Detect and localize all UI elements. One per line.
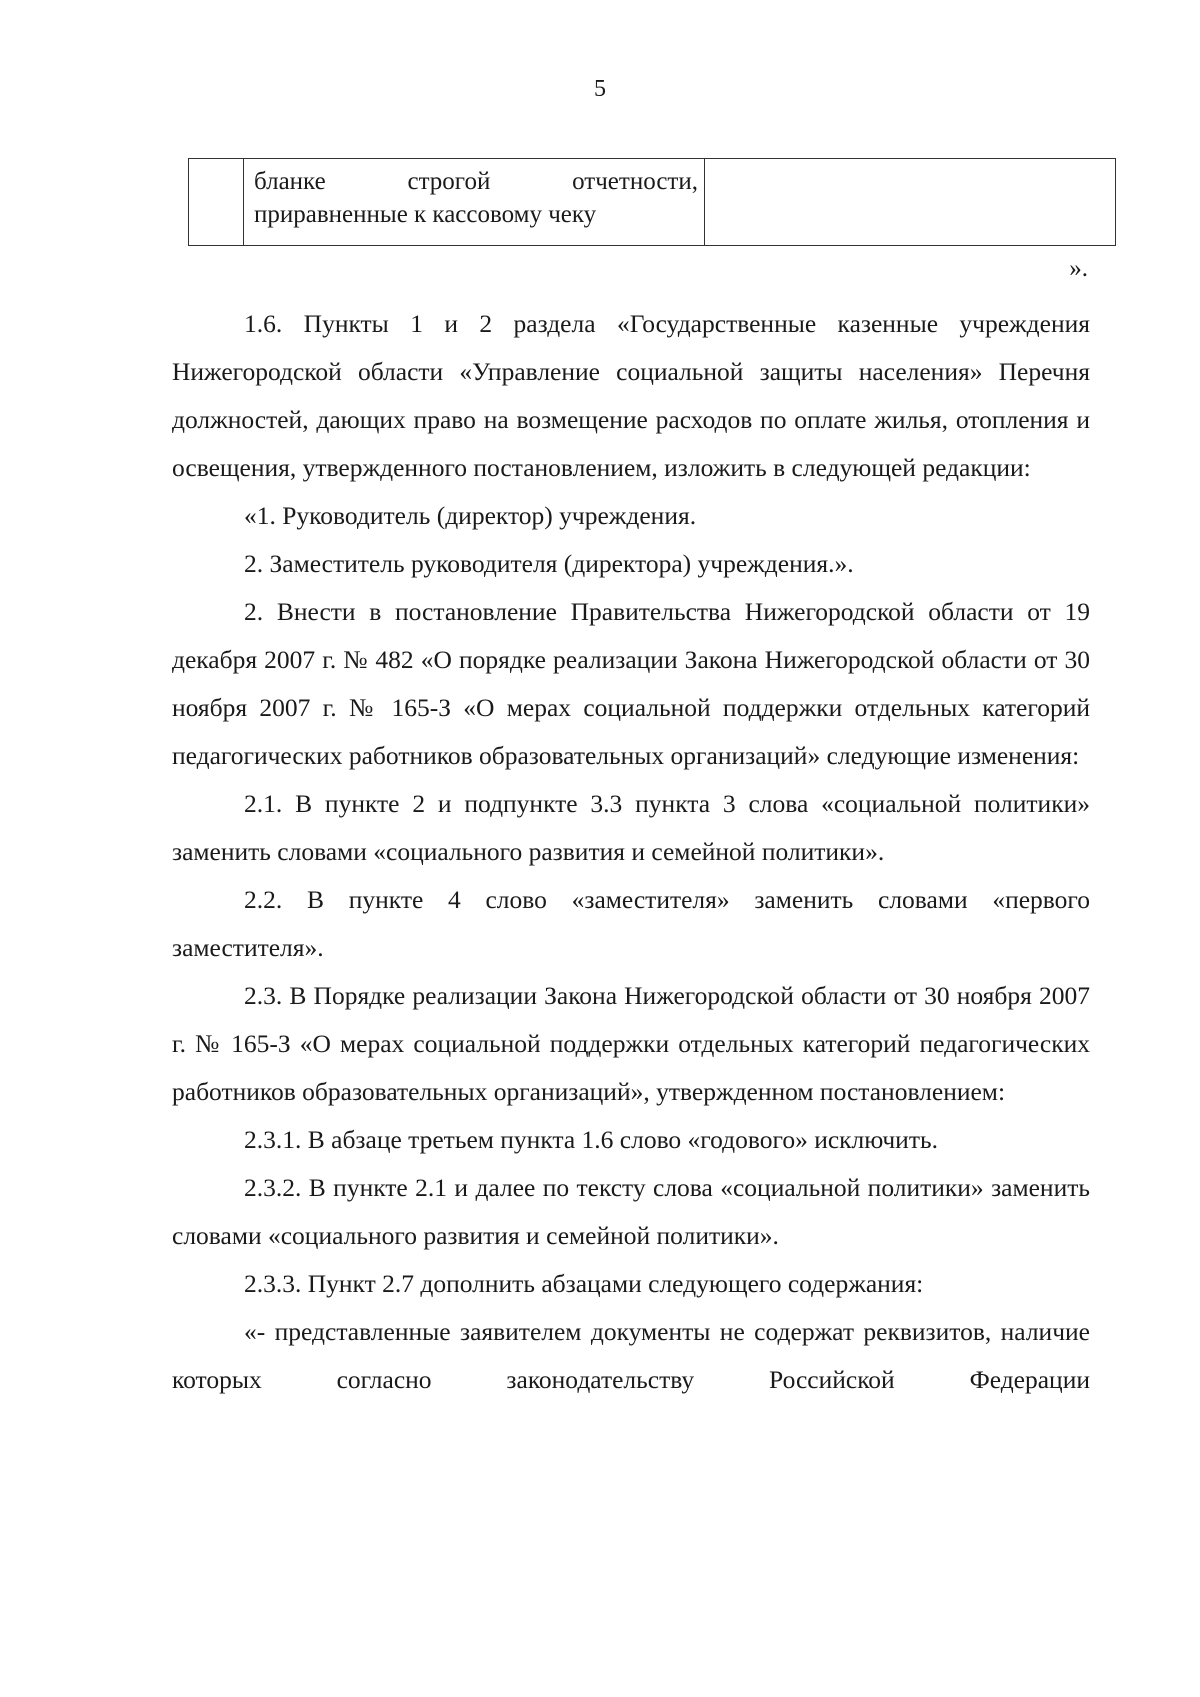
document-body xyxy=(172,300,1090,1404)
table-cell-word: строгой xyxy=(407,168,491,195)
page-number: 5 xyxy=(594,76,606,102)
table-cell-line: приравненные к кассовому чеку xyxy=(254,201,597,228)
paragraph-2-3-1: 2.3.1. В абзаце третьем пункта 1.6 слово «годового» исключить. xyxy=(244,1125,938,1154)
table-row xyxy=(189,159,1116,246)
table-cell-empty xyxy=(705,159,1116,246)
table-cell-description xyxy=(244,159,705,246)
paragraph-1-6: 1.6. Пункты 1 и 2 раздела «Государственные казенные учреждения Нижегородской области «Управление социальной защиты населения» Перечня должностей, дающих право на возмещение расходов по оплате жилья, отопления и освещения, утвержденного постановлением, изложить в следующей редакции: xyxy=(172,309,1090,482)
paragraph-quote-dash: «- представленные заявителем документы не содержат реквизитов, наличие которых согласно законодательству Российской Федерации xyxy=(172,1317,1090,1394)
paragraph-2-1: 2.1. В пункте 2 и подпункте 3.3 пункта 3 слова «социальной политики» заменить словами «социального развития и семейной политики». xyxy=(172,789,1090,866)
closing-quote: ». xyxy=(1069,255,1088,282)
paragraph-quote-item-1: «1. Руководитель (директор) учреждения. xyxy=(244,501,697,530)
table-cell-word: бланке xyxy=(254,168,326,195)
table-fragment xyxy=(188,158,1116,246)
paragraph-2-3-2: 2.3.2. В пункте 2.1 и далее по тексту слова «социальной политики» заменить словами «социального развития и семейной политики». xyxy=(172,1173,1090,1250)
table-cell-number xyxy=(189,159,244,246)
paragraph-quote-item-2: 2. Заместитель руководителя (директора) учреждения.». xyxy=(244,549,854,578)
paragraph-2-3-3: 2.3.3. Пункт 2.7 дополнить абзацами следующего содержания: xyxy=(244,1269,924,1298)
paragraph-2: 2. Внести в постановление Правительства Нижегородской области от 19 декабря 2007 г. № 482 «О порядке реализации Закона Нижегородской области от 30 ноября 2007 г. № 165-З «О мерах социальной поддержки отдельных категорий педагогических работников образовательных организаций» следующие изменения: xyxy=(172,597,1090,770)
table-cell-word: отчетности, xyxy=(572,168,698,195)
table-cell-line xyxy=(254,165,698,198)
paragraph-2-2: 2.2. В пункте 4 слово «заместителя» заменить словами «первого заместителя». xyxy=(172,885,1090,962)
paragraph-2-3: 2.3. В Порядке реализации Закона Нижегородской области от 30 ноября 2007 г. № 165-З «О мерах социальной поддержки отдельных категорий педагогических работников образовательных организаций», утвержденном постановлением: xyxy=(172,981,1090,1106)
